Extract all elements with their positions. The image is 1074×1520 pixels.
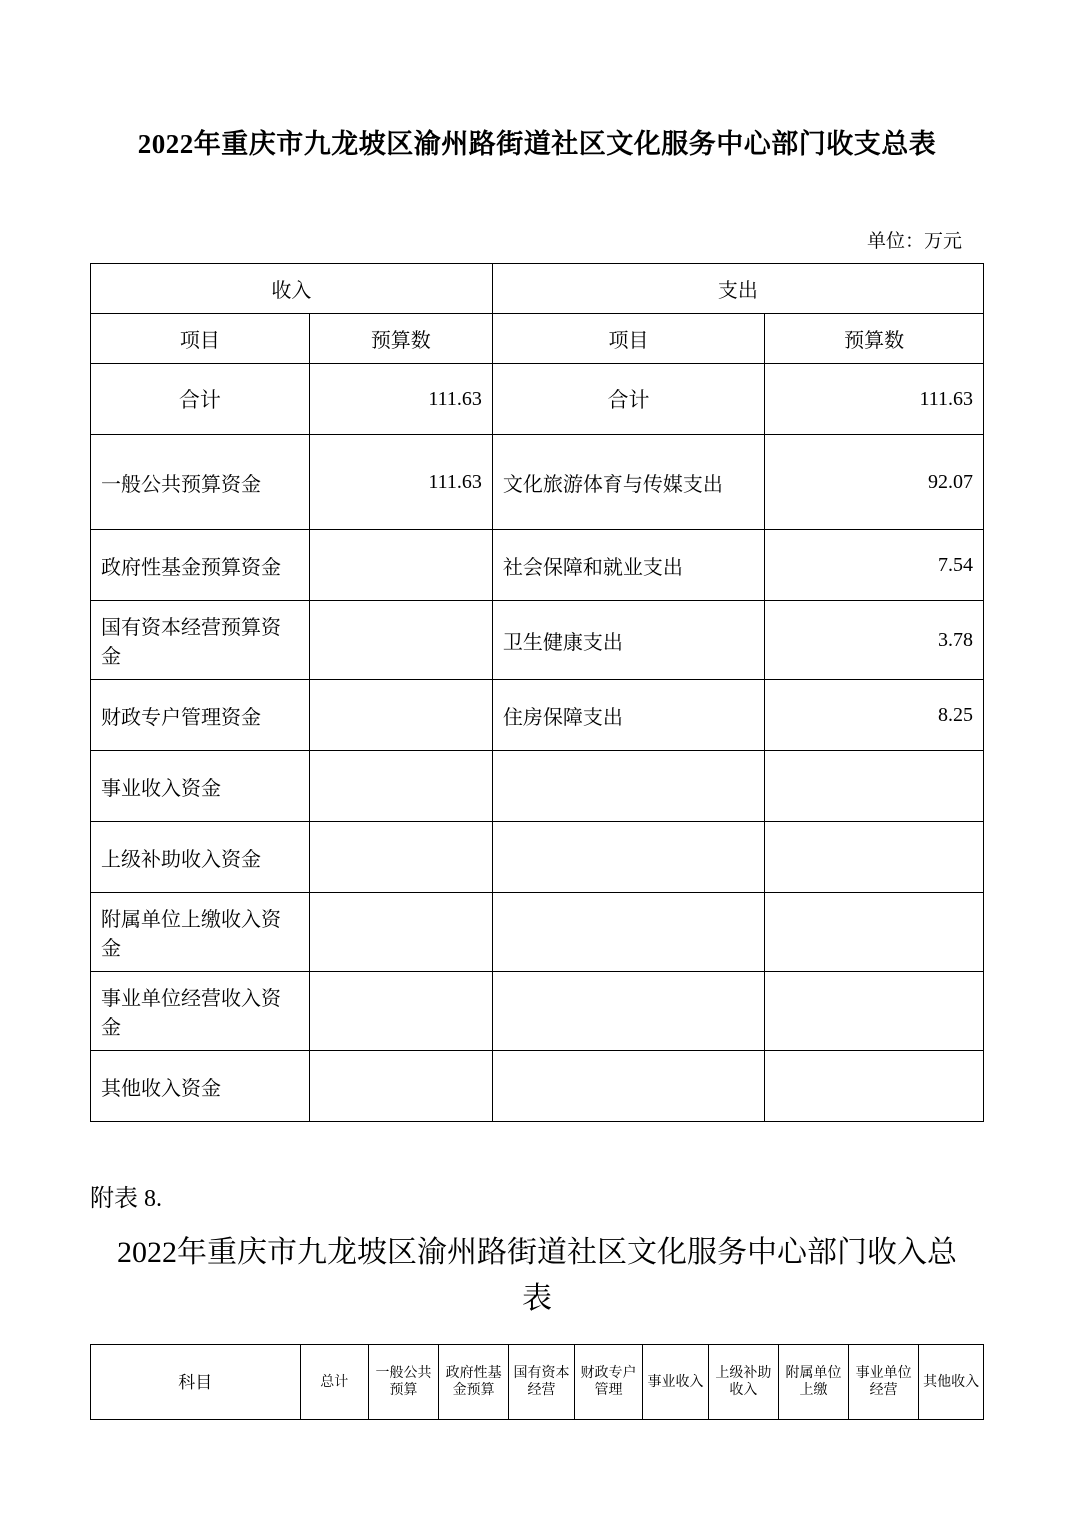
income-header-other-income: 其他收入 bbox=[919, 1345, 984, 1420]
income-item-label: 财政专户管理资金 bbox=[91, 680, 310, 751]
column-header-income-item: 项目 bbox=[91, 314, 310, 364]
expense-item-label bbox=[492, 822, 764, 893]
expense-item-label: 卫生健康支出 bbox=[492, 601, 764, 680]
income-item-label: 其他收入资金 bbox=[91, 1051, 310, 1122]
expense-item-value bbox=[765, 972, 984, 1051]
income-item-value bbox=[309, 1051, 492, 1122]
income-item-label: 附属单位上缴收入资金 bbox=[91, 893, 310, 972]
expense-item-label bbox=[492, 751, 764, 822]
expense-item-label: 社会保障和就业支出 bbox=[492, 530, 764, 601]
table-row bbox=[91, 972, 984, 1051]
income-item-value bbox=[309, 972, 492, 1051]
income-header-subordinate-remittance: 附属单位上缴 bbox=[778, 1345, 848, 1420]
income-item-value bbox=[309, 751, 492, 822]
income-header-business-income: 事业收入 bbox=[643, 1345, 709, 1420]
income-item-label: 政府性基金预算资金 bbox=[91, 530, 310, 601]
income-header-institution-operating: 事业单位经营 bbox=[849, 1345, 919, 1420]
table-row bbox=[91, 822, 984, 893]
income-item-value: 111.63 bbox=[309, 435, 492, 530]
expense-item-value: 3.78 bbox=[765, 601, 984, 680]
unit-note: 单位：万元 bbox=[866, 231, 962, 252]
income-item-value bbox=[309, 601, 492, 680]
expense-item-value: 8.25 bbox=[765, 680, 984, 751]
income-header-fiscal-special-account: 财政专户管理 bbox=[574, 1345, 642, 1420]
table-row bbox=[91, 530, 984, 601]
income-item-label: 合计 bbox=[91, 364, 310, 435]
expense-item-label bbox=[492, 972, 764, 1051]
table-row bbox=[91, 1051, 984, 1122]
expense-item-value bbox=[765, 1051, 984, 1122]
income-header-superior-subsidy: 上级补助收入 bbox=[708, 1345, 778, 1420]
group-header-income: 收入 bbox=[91, 264, 493, 314]
income-header-state-capital-operation: 国有资本经营 bbox=[509, 1345, 575, 1420]
expense-item-value: 7.54 bbox=[765, 530, 984, 601]
income-table-header-row bbox=[91, 1345, 984, 1420]
table-row bbox=[91, 435, 984, 530]
table-row bbox=[91, 364, 984, 435]
table-group-header-row bbox=[91, 264, 984, 314]
table-row bbox=[91, 751, 984, 822]
income-item-value bbox=[309, 822, 492, 893]
income-item-label: 国有资本经营预算资金 bbox=[91, 601, 310, 680]
expense-item-label bbox=[492, 1051, 764, 1122]
income-item-value bbox=[309, 893, 492, 972]
group-header-expense: 支出 bbox=[492, 264, 983, 314]
income-item-label: 一般公共预算资金 bbox=[91, 435, 310, 530]
income-item-value: 111.63 bbox=[309, 364, 492, 435]
column-header-income-budget: 预算数 bbox=[309, 314, 492, 364]
income-header-subject: 科目 bbox=[91, 1345, 301, 1420]
income-header-total: 总计 bbox=[300, 1345, 368, 1420]
income-item-label: 上级补助收入资金 bbox=[91, 822, 310, 893]
page-title: 2022年重庆市九龙坡区渝州路街道社区文化服务中心部门收支总表 bbox=[137, 129, 937, 159]
expense-item-label bbox=[492, 893, 764, 972]
income-header-general-public-budget: 一般公共预算 bbox=[368, 1345, 438, 1420]
table-column-header-row bbox=[91, 314, 984, 364]
table-row bbox=[91, 893, 984, 972]
table-row bbox=[91, 680, 984, 751]
expense-item-value: 111.63 bbox=[765, 364, 984, 435]
column-header-expense-item: 项目 bbox=[492, 314, 764, 364]
attachment-label: 附表 8. bbox=[90, 1186, 162, 1212]
expense-item-label: 文化旅游体育与传媒支出 bbox=[492, 435, 764, 530]
income-item-label: 事业单位经营收入资金 bbox=[91, 972, 310, 1051]
income-detail-table bbox=[90, 1344, 984, 1420]
expense-item-value: 92.07 bbox=[765, 435, 984, 530]
expense-item-value bbox=[765, 893, 984, 972]
expense-item-label: 合计 bbox=[492, 364, 764, 435]
section-title: 2022年重庆市九龙坡区渝州路街道社区文化服务中心部门收入总表 bbox=[117, 1236, 957, 1315]
column-header-expense-budget: 预算数 bbox=[765, 314, 984, 364]
expense-item-value bbox=[765, 751, 984, 822]
income-item-value bbox=[309, 530, 492, 601]
budget-summary-table bbox=[90, 263, 984, 1122]
expense-item-value bbox=[765, 822, 984, 893]
expense-item-label: 住房保障支出 bbox=[492, 680, 764, 751]
income-item-value bbox=[309, 680, 492, 751]
income-item-label: 事业收入资金 bbox=[91, 751, 310, 822]
table-row bbox=[91, 601, 984, 680]
income-header-government-fund-budget: 政府性基金预算 bbox=[439, 1345, 509, 1420]
